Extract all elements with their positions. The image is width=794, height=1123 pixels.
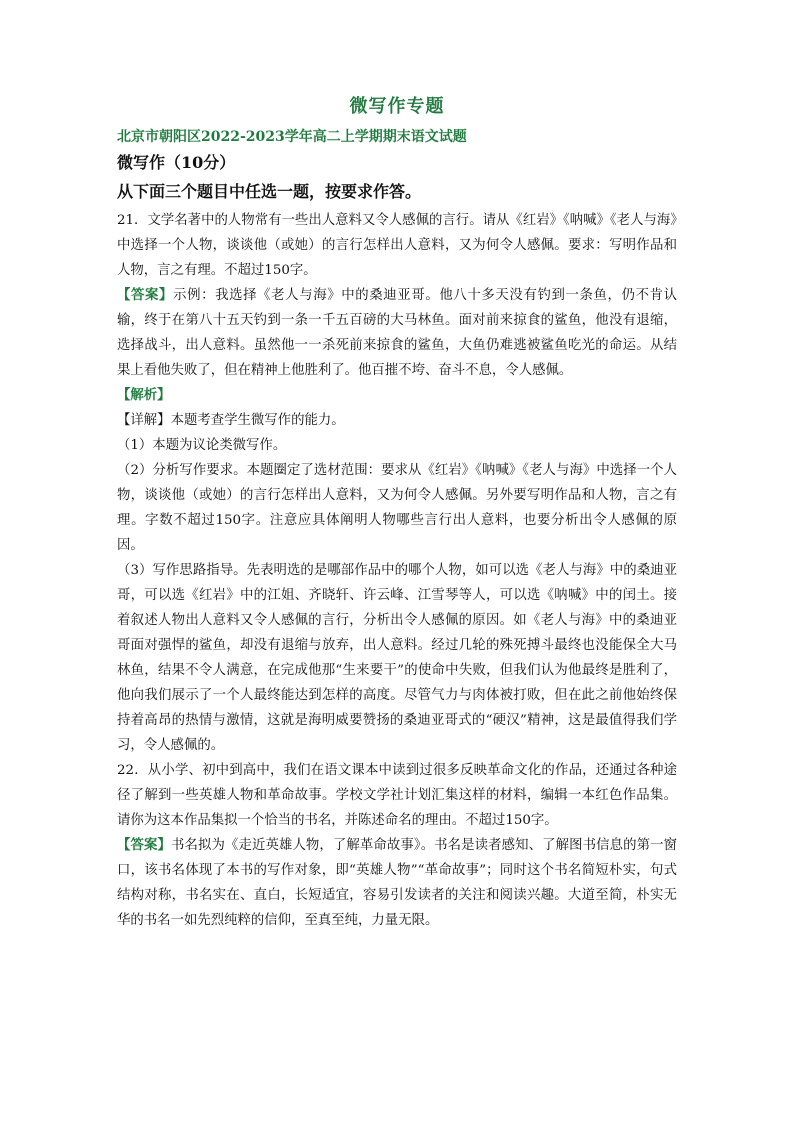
exam-source: 北京市朝阳区2022-2023学年高二上学期期末语文试题	[117, 129, 467, 145]
answer-22	[117, 833, 677, 933]
question-21: 21．文学名著中的人物常有一些出人意料又令人感佩的言行。请从《红岩》《呐喊》《老人与海》中选择一个人物，谈谈他（或她）的言行怎样出人意料，又为何令人感佩。要求：写明作品和人物，言之有理。不超过150字。	[117, 213, 677, 278]
detail-21	[117, 408, 677, 433]
question-22: 22．从小学、初中到高中，我们在语文课本中读到过很多反映革命文化的作品，还通过各种途径了解到一些英雄人物和革命故事。学校文学社计划汇集这样的材料，编辑一本红色作品集。请你为这本作品集拟一个恰当的书名，并陈述命名的理由。不超过150字。	[117, 763, 677, 828]
document-page	[117, 92, 677, 933]
answer-22-text: 书名拟为《走近英雄人物，了解革命故事》。书名是读者感知、了解图书信息的第一窗口，该书名体现了本书的写作对象，即“英雄人物”“革命故事”；同时这个书名简短朴实，句式结构对称，书名实在、直白，长短适宜，容易引发读者的关注和阅读兴趣。大道至简，朴实无华的书名一如先烈纯粹的信仰，至真至纯，力量无限。	[117, 838, 677, 928]
detail-intro: 本题考查学生微写作的能力。	[170, 413, 345, 428]
analysis-tag: 【解析】	[117, 387, 171, 403]
answer-21	[117, 283, 677, 383]
answer-21-text: 示例：我选择《老人与海》中的桑迪亚哥。他八十多天没有钓到一条鱼，仍不肯认输，终于在第八十五天钓到一条一千五百磅的大马林鱼。面对前来掠食的鲨鱼，他没有退缩，选择战斗，出人意料。虽然他一一杀死前来掠食的鲨鱼，大鱼仍难逃被鲨鱼吃光的命运。从结果上看他失败了，但在精神上他胜利了。他百摧不垮、奋斗不息，令人感佩。	[117, 288, 677, 378]
instruction-heading: 从下面三个题目中任选一题，按要求作答。	[117, 182, 422, 201]
answer-tag-22: 【答案】	[117, 837, 171, 853]
analysis-21	[117, 383, 677, 408]
section-heading: 微写作（10分）	[117, 153, 236, 172]
detail-point-2: （2）分析写作要求。本题圈定了选材范围：要求从《红岩》《呐喊》《老人与海》中选择一个人物，谈谈他（或她）的言行怎样出人意料，又为何令人感佩。另外要写明作品和人物，言之有理。字数不超过150字。注意应具体阐明人物哪些言行出人意料，也要分析出令人感佩的原因。	[117, 463, 677, 553]
answer-tag: 【答案】	[117, 287, 174, 303]
detail-point-1: （1）本题为议论类微写作。	[117, 438, 287, 453]
detail-point-3: （3）写作思路指导。先表明选的是哪部作品中的哪个人物，如可以选《老人与海》中的桑迪亚哥，可以选《红岩》中的江姐、齐晓轩、许云峰、江雪琴等人，可以选《呐喊》中的闰土。接着叙述人物出人意料又令人感佩的言行，分析出令人感佩的原因。如《老人与海》中的桑迪亚哥面对强悍的鲨鱼，却没有退缩与放弃，出人意料。经过几轮的殊死搏斗最终也没能保全大马林鱼，结果不令人满意，在完成他那“生来要干”的使命中失败，但我们认为他最终是胜利了，他向我们展示了一个人最终能达到怎样的高度。尽管气力与肉体被打败，但在此之前他始终保持着高昂的热情与激情，这就是海明威要赞扬的桑迪亚哥式的“硬汉”精神，这是最值得我们学习，令人感佩的。	[117, 563, 677, 753]
doc-title: 微写作专题	[349, 96, 445, 117]
detail-tag: 【详解】	[117, 413, 171, 428]
